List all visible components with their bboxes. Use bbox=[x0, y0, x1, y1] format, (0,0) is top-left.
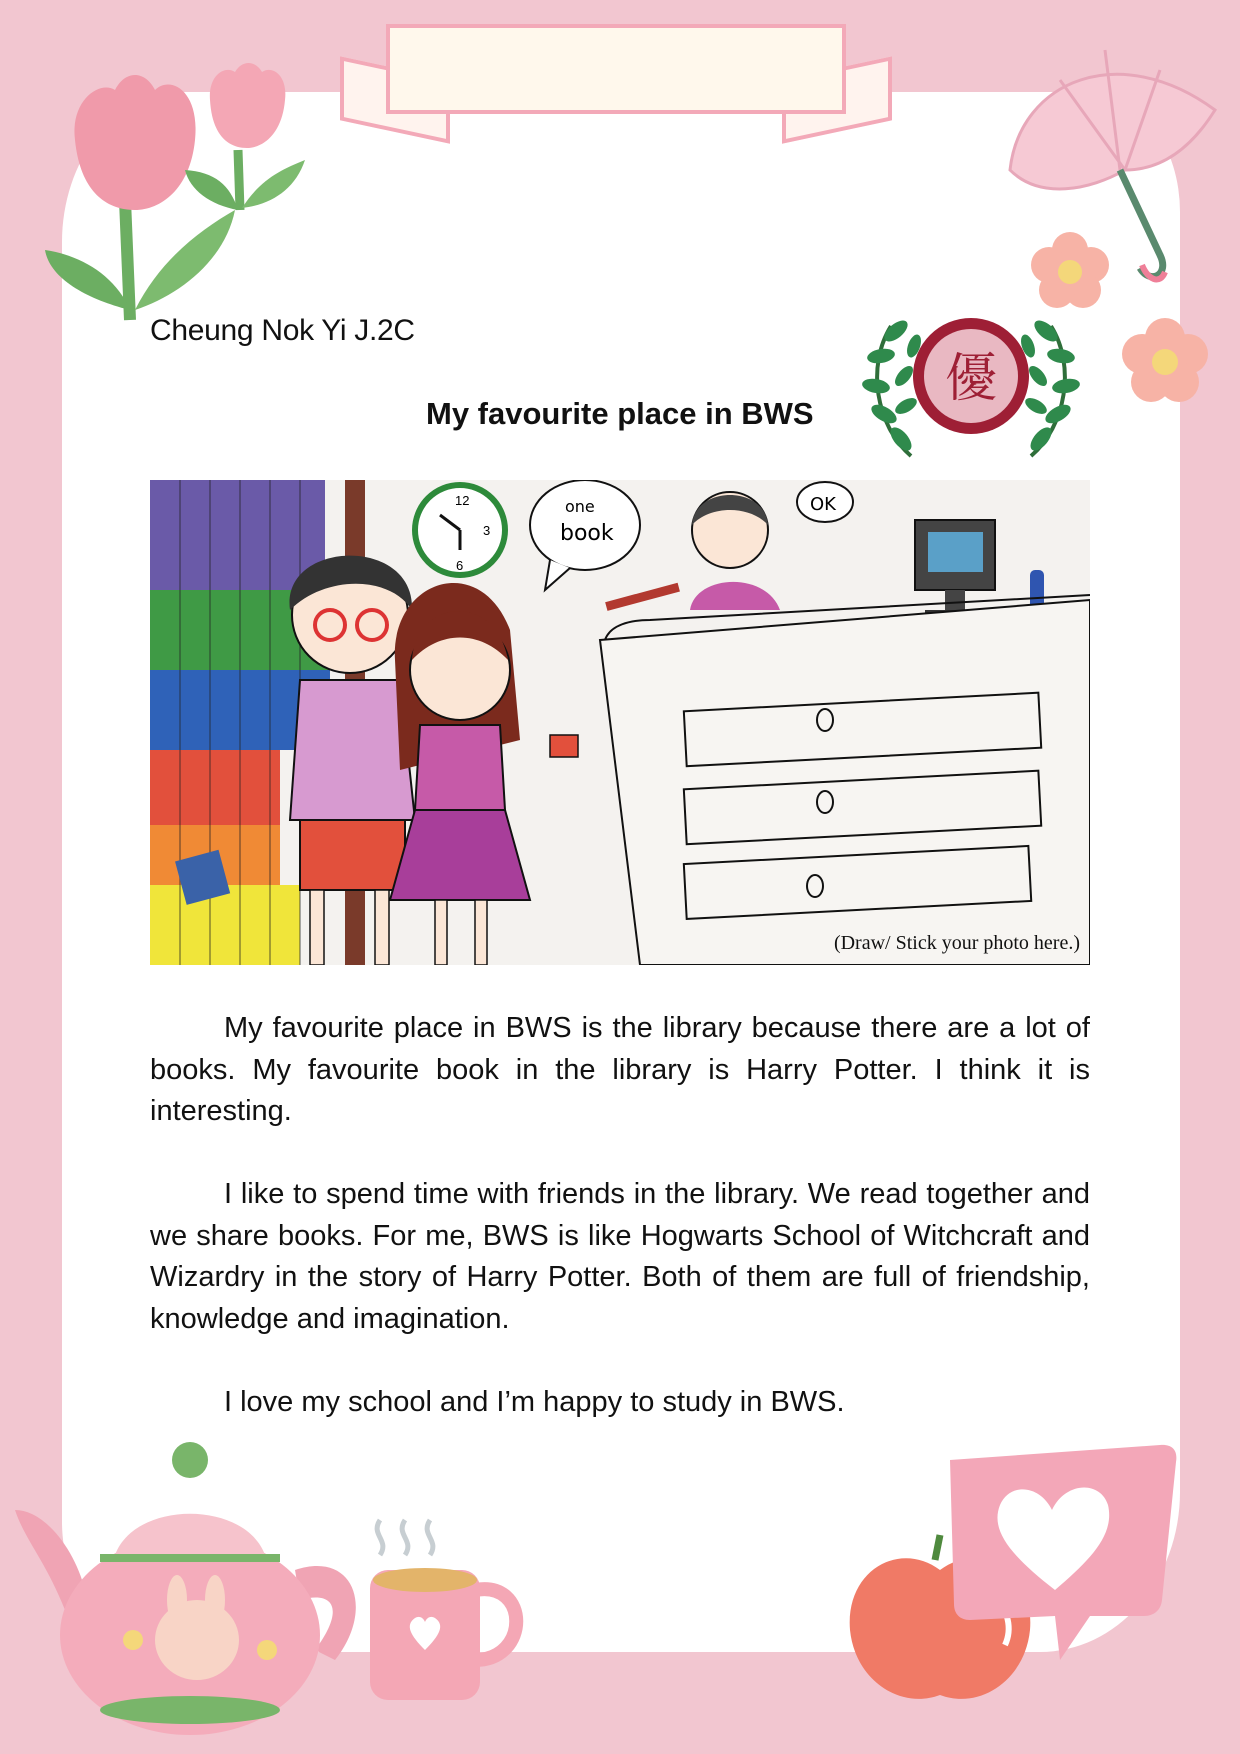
heart-bubble-icon bbox=[940, 1440, 1180, 1670]
badge-character: 優 bbox=[944, 349, 998, 409]
drawing-photo bbox=[150, 480, 1090, 965]
title-banner bbox=[386, 24, 846, 114]
teapot-icon bbox=[5, 1440, 385, 1740]
tulip-icon bbox=[30, 60, 330, 340]
speech-bubble-book bbox=[530, 480, 640, 590]
photo-caption: (Draw/ Stick your photo here.) bbox=[833, 932, 1080, 954]
paragraph: I love my school and I’m happy to study in BWS. bbox=[224, 1385, 845, 1418]
svg-text:one: one bbox=[565, 497, 595, 516]
essay-body bbox=[150, 1008, 1090, 1465]
svg-text:12: 12 bbox=[455, 493, 470, 508]
author-name: Cheung Nok Yi J.2C bbox=[150, 314, 415, 347]
library-desk bbox=[600, 595, 1090, 965]
mug-icon bbox=[360, 1510, 530, 1710]
paragraph: My favourite place in BWS is the library because there are a lot of books. My favourite book in the library is Harry Potter. I think it is interesting. bbox=[150, 1012, 1090, 1127]
svg-text:6: 6 bbox=[456, 558, 464, 573]
svg-text:3: 3 bbox=[483, 523, 491, 538]
speech-bubble-ok bbox=[797, 482, 853, 522]
essay-title: My favourite place in BWS bbox=[426, 396, 814, 431]
svg-text:OK: OK bbox=[810, 494, 836, 515]
laurel-badge-icon bbox=[856, 296, 1086, 468]
girl-figure bbox=[390, 583, 578, 965]
svg-text:book: book bbox=[560, 521, 614, 546]
paragraph: I like to spend time with friends in the library. We read together and we share books. For me, BWS is like Hogwarts School of Witchcraft and Wizardry in the story of Harry Potter. Both of them are full of friendship, knowledge and imagination. bbox=[150, 1178, 1090, 1335]
clock bbox=[415, 485, 505, 575]
